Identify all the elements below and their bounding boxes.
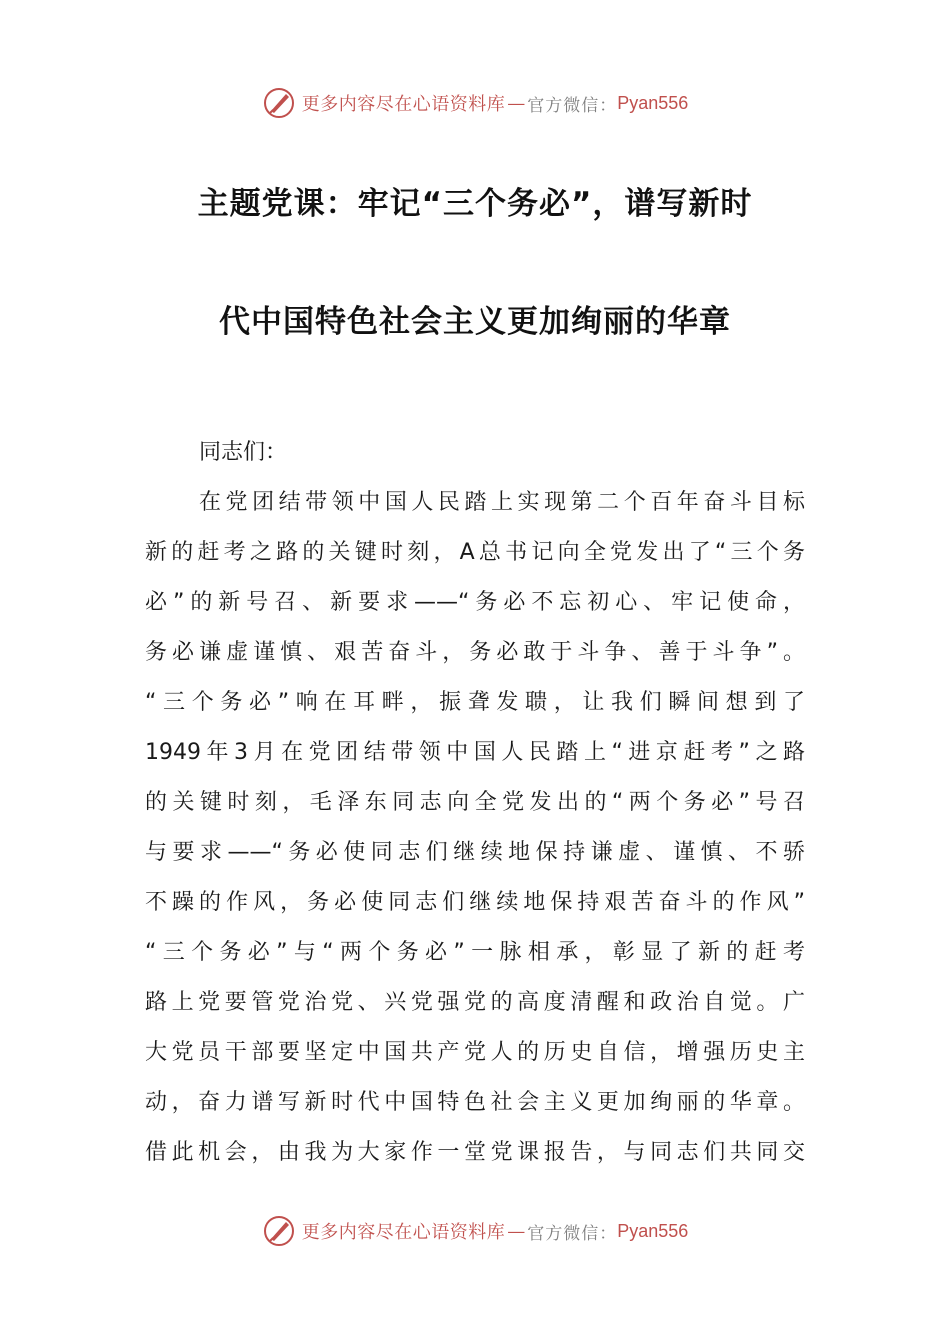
body-line: 动，奋力谱写新时代中国特色社会主义更加绚丽的华章。 (145, 1090, 805, 1115)
body-line: 的关键时刻，毛泽东同志向全党发出的“两个务必”号召 (145, 790, 805, 815)
body-line: 借此机会，由我为大家作一堂党课报告，与同志们共同交 (145, 1140, 805, 1165)
quill-pen-circle-icon (262, 1214, 296, 1248)
body-line: “三个务必”响在耳畔，振聋发聩，让我们瞬间想到了 (145, 690, 805, 715)
body-line: 务必谦虚谨慎、艰苦奋斗，务必敢于斗争、善于斗争”。 (145, 640, 805, 665)
banner-dash: — (507, 92, 526, 114)
body-line: “三个务必”与“两个务必”一脉相承，彰显了新的赶考 (145, 940, 805, 965)
document-body (145, 428, 805, 1178)
wechat-label: 官方微信： (527, 1223, 618, 1244)
document-title-line-2: 代中国特色社会主义更加绚丽的华章 (219, 304, 731, 340)
body-line: 新的赶考之路的关键时刻，A总书记向全党发出了“三个务 (145, 540, 805, 565)
body-line: 路上党要管党治党、兴党强党的高度清醒和政治自觉。广 (145, 990, 805, 1015)
body-line: 与要求——“务必使同志们继续地保持谦虚、谨慎、不骄 (145, 840, 805, 865)
header-banner (0, 83, 950, 123)
banner-dash: — (507, 1220, 526, 1242)
greeting: 同志们： (199, 440, 288, 465)
wechat-id: Pyan556 (617, 1220, 689, 1241)
body-line: 必”的新号召、新要求——“务必不忘初心、牢记使命， (145, 590, 805, 615)
body-line: 1949年3月在党团结带领中国人民踏上“进京赶考”之路 (145, 740, 805, 765)
body-line: 不躁的作风，务必使同志们继续地保持艰苦奋斗的作风” (145, 890, 805, 915)
footer-banner (0, 1211, 950, 1251)
wechat-id: Pyan556 (617, 92, 689, 113)
body-line: 大党员干部要坚定中国共产党人的历史自信，增强历史主 (145, 1040, 805, 1065)
document-title-line-1: 主题党课：牢记“三个务必”，谱写新时 (197, 186, 753, 222)
quill-pen-circle-icon (262, 86, 296, 120)
wechat-label: 官方微信： (527, 95, 618, 116)
promo-text: 更多内容尽在心语资料库 (301, 94, 506, 115)
body-line: 在党团结带领中国人民踏上实现第二个百年奋斗目标 (199, 490, 805, 515)
promo-text: 更多内容尽在心语资料库 (301, 1222, 506, 1243)
